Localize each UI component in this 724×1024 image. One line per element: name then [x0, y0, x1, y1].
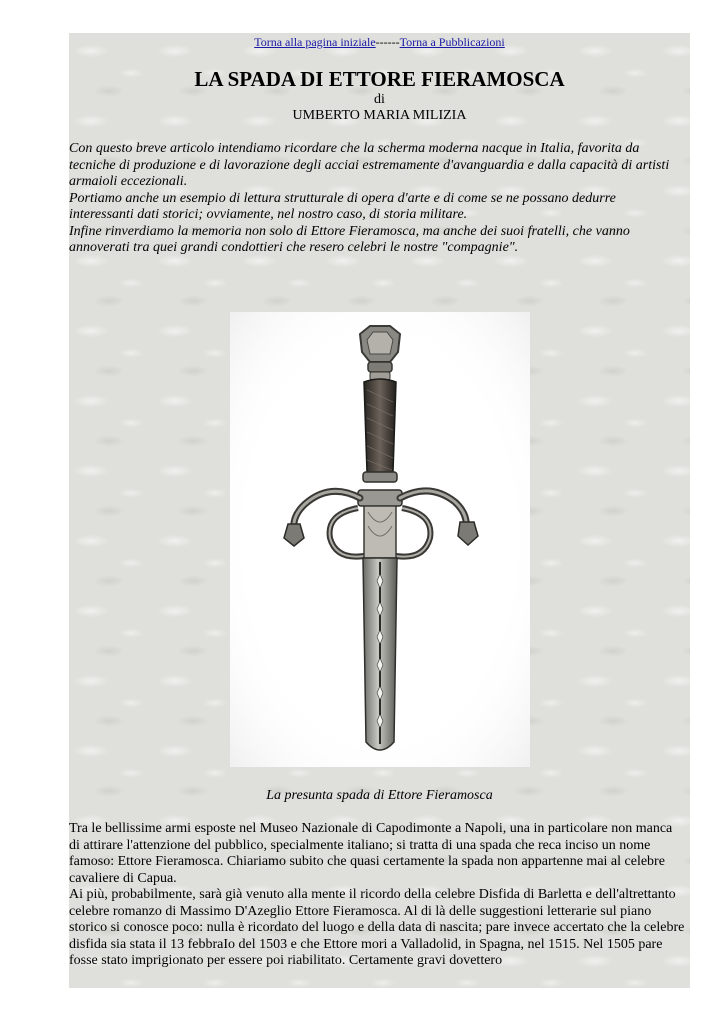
sword-illustration	[230, 312, 530, 767]
intro-paragraph: Con questo breve articolo intendiamo ricordare che la scherma moderna nacque in Italia, favorita da tecniche di produzione e di lavorazione degli acciai estremamente d'avanguardia e dalla capacità di artisti armaioli eccezionali.	[69, 141, 670, 189]
sword-photo	[230, 312, 530, 767]
page-background	[69, 33, 690, 988]
intro-paragraph: Portiamo anche un esempio di lettura strutturale di opera d'arte e di come se ne possano dedurre interessanti dati storici; ovviamente, nel nostro caso, di storia militare.	[69, 190, 616, 222]
byline-di: di	[374, 92, 385, 107]
figure-caption: La presunta spada di Ettore Fieramosca	[266, 788, 493, 803]
home-link[interactable]: Torna alla pagina iniziale	[254, 35, 376, 49]
body-paragraph: Tra le bellissime armi esposte nel Museo Nazionale di Capodimonte a Napoli, una in particolare non manca di attirare l'attenzione del pubblico, specialmente italiano; si tratta di una spada che reca inciso un nome famoso: Ettore Fieramosca. Chiariamo subito che quasi certamente la spada non appartenne mai al celebre cavaliere di Capua.	[69, 821, 673, 886]
page-title: LA SPADA DI ETTORE FIERAMOSCA	[194, 67, 565, 91]
top-navigation	[69, 35, 690, 49]
body-paragraph: Ai più, probabilmente, sarà già venuto alla mente il ricordo della celebre Disfida di Barletta e dell'altrettanto celebre romanzo di Massimo D'Azeglio Ettore Fieramosca. Al di là delle suggestioni letterarie sul piano storico si conosce poco: nulla è ricordato del luogo e della data di nascita; pare invece accertato che la celebre disfida sia stata il 13 febbraIo del 1503 e che Ettore mori a Valladolid, in Spagna, nel 1515. Nel 1505 pare fosse stato imprigionato per essere poi riabilitato. Certamente gravi dovettero	[69, 887, 685, 968]
article-body	[69, 821, 686, 970]
publications-link[interactable]: Torna a Pubblicazioni	[399, 35, 505, 49]
intro-paragraph: Infine rinverdiamo la memoria non solo di Ettore Fieramosca, ma anche dei suoi fratelli, che vanno annoverati tra quei grandi condottieri che resero celebri le nostre "compagnie".	[69, 223, 630, 255]
nav-separator: ------	[375, 35, 400, 49]
intro-text	[69, 141, 683, 257]
author-name: UMBERTO MARIA MILIZIA	[292, 108, 467, 123]
